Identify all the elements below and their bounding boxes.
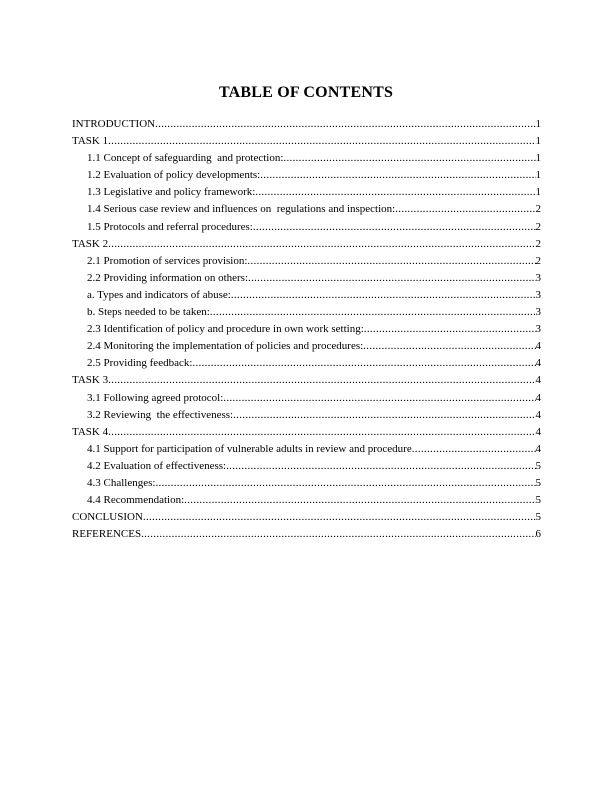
toc-entry-page: 1 [535, 169, 541, 182]
toc-entry-label: 2.4 Monitoring the implementation of policies and procedures: [87, 340, 364, 353]
toc-entry-page: 2 [535, 254, 541, 267]
toc-entry-label: b. Steps needed to be taken: [87, 306, 210, 319]
dot-leader [108, 236, 535, 253]
dot-leader [363, 338, 535, 355]
toc-entry-label: 1.5 Protocols and referral procedures: [87, 220, 253, 233]
toc-entry-page: 4 [535, 425, 541, 438]
dot-leader [108, 133, 535, 150]
toc-entry-4-2[interactable] [72, 458, 541, 475]
dot-leader [248, 270, 535, 287]
toc-entry-label: 2.1 Promotion of services provision: [87, 254, 248, 267]
toc-entry-introduction[interactable] [72, 116, 541, 133]
toc-entry-label: CONCLUSION [72, 511, 143, 524]
toc-entry-page: 4 [535, 340, 541, 353]
toc-entry-page: 1 [535, 152, 541, 165]
toc-entry-label: 4.4 Recommendation: [87, 494, 185, 507]
toc-entry-label: TASK 1 [72, 135, 109, 148]
toc-entry-label: TASK 2 [72, 237, 109, 250]
toc-entry-label: 2.2 Providing information on others: [87, 271, 249, 284]
toc-entry-2-2-a[interactable] [72, 287, 541, 304]
toc-entry-1-3[interactable] [72, 184, 541, 201]
toc-entry-page: 5 [535, 459, 541, 472]
dot-leader [283, 150, 535, 167]
toc-entry-page: 3 [535, 288, 541, 301]
toc-entry-page: 4 [535, 357, 541, 370]
toc-entry-1-5[interactable] [72, 219, 541, 236]
table-of-contents [72, 116, 541, 543]
toc-entry-2-4[interactable] [72, 338, 541, 355]
toc-entry-label: a. Types and indicators of abuse: [87, 288, 231, 301]
dot-leader [253, 219, 536, 236]
toc-entry-label: 2.5 Providing feedback: [87, 357, 193, 370]
toc-entry-label: 1.2 Evaluation of policy developments: [87, 169, 261, 182]
toc-entry-label: 2.3 Identification of policy and procedure in own work setting: [87, 323, 364, 336]
toc-title: TABLE OF CONTENTS [218, 84, 394, 101]
toc-entry-label: 1.4 Serious case review and influences on regulations and inspection: [87, 203, 396, 216]
dot-leader [231, 287, 536, 304]
toc-entry-1-2[interactable] [72, 167, 541, 184]
toc-entry-1-4[interactable] [72, 201, 541, 218]
dot-leader [155, 116, 535, 133]
toc-entry-label: REFERENCES [72, 528, 142, 541]
toc-entry-2-3[interactable] [72, 321, 541, 338]
toc-entry-references[interactable] [72, 526, 541, 543]
toc-entry-page: 1 [535, 135, 541, 148]
toc-entry-label: 4.3 Challenges: [87, 476, 156, 489]
dot-leader [223, 390, 535, 407]
toc-entry-task-3[interactable] [72, 372, 541, 389]
dot-leader [255, 184, 535, 201]
toc-entry-2-2-b[interactable] [72, 304, 541, 321]
toc-entry-page: 1 [535, 118, 541, 130]
toc-entry-task-4[interactable] [72, 424, 541, 441]
toc-entry-label: 3.2 Reviewing the effectiveness: [87, 408, 234, 421]
toc-entry-2-1[interactable] [72, 253, 541, 270]
dot-leader [364, 321, 536, 338]
toc-entry-3-1[interactable] [72, 390, 541, 407]
toc-entry-page: 5 [535, 494, 541, 507]
toc-entry-1-1[interactable] [72, 150, 541, 167]
toc-entry-page: 1 [535, 186, 541, 199]
dot-leader [143, 509, 536, 526]
toc-entry-page: 4 [535, 391, 541, 404]
toc-entry-label: 1.1 Concept of safeguarding and protection: [87, 152, 284, 165]
toc-entry-2-2[interactable] [72, 270, 541, 287]
dot-leader [155, 475, 535, 492]
toc-entry-page: 2 [535, 237, 541, 250]
toc-entry-page: 5 [535, 476, 541, 489]
toc-entry-task-1[interactable] [72, 133, 541, 150]
toc-entry-4-3[interactable] [72, 475, 541, 492]
dot-leader [108, 372, 535, 389]
dot-leader [395, 201, 535, 218]
toc-entry-page: 4 [535, 374, 541, 387]
dot-leader [260, 167, 535, 184]
dot-leader [412, 441, 536, 458]
toc-entry-label: 4.1 Support for participation of vulnerable adults in review and procedure [87, 442, 412, 455]
toc-entry-3-2[interactable] [72, 407, 541, 424]
toc-entry-page: 4 [535, 408, 541, 421]
dot-leader [141, 526, 535, 543]
dot-leader [210, 304, 536, 321]
toc-entry-task-2[interactable] [72, 236, 541, 253]
dot-leader [192, 355, 535, 372]
dot-leader [233, 407, 535, 424]
toc-entry-label: 3.1 Following agreed protocol: [87, 391, 224, 404]
dot-leader [108, 424, 535, 441]
toc-entry-page: 2 [535, 220, 541, 233]
toc-entry-label: 1.3 Legislative and policy framework: [87, 186, 256, 199]
toc-entry-label: INTRODUCTION [72, 118, 156, 130]
toc-entry-page: 2 [535, 203, 541, 216]
toc-entry-4-1[interactable] [72, 441, 541, 458]
toc-entry-page: 4 [535, 442, 541, 455]
toc-entry-page: 3 [535, 306, 541, 319]
toc-entry-4-4[interactable] [72, 492, 541, 509]
dot-leader [226, 458, 535, 475]
toc-entry-page: 3 [535, 271, 541, 284]
toc-entry-page: 5 [535, 511, 541, 524]
toc-entry-label: TASK 4 [72, 425, 109, 438]
dot-leader [247, 253, 535, 270]
dot-leader [184, 492, 535, 509]
toc-entry-conclusion[interactable] [72, 509, 541, 526]
toc-entry-label: TASK 3 [72, 374, 109, 387]
toc-entry-label: 4.2 Evaluation of effectiveness: [87, 459, 227, 472]
toc-entry-page: 6 [535, 528, 541, 541]
toc-entry-2-5[interactable] [72, 355, 541, 372]
toc-entry-page: 3 [535, 323, 541, 336]
